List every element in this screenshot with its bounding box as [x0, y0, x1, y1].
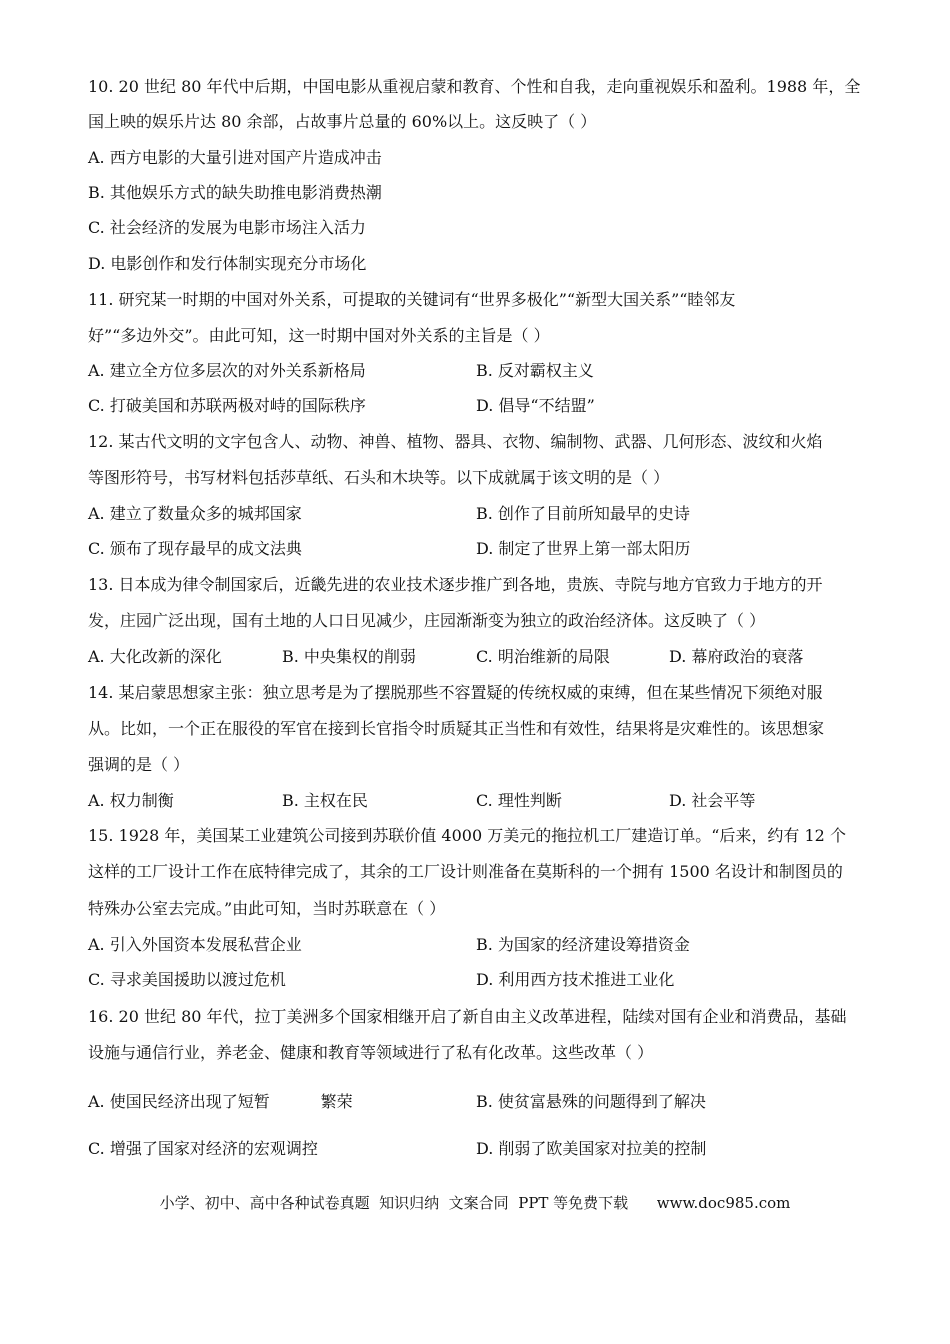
- option-b: B. 中央集权的削弱: [282, 647, 416, 666]
- option-b: B. 其他娱乐方式的缺失助推电影消费热潮: [88, 183, 382, 202]
- option-a: A. 引入外国资本发展私营企业: [88, 935, 302, 954]
- page-footer: 小学、初中、高中各种试卷真题 知识归纳 文案合同 PPT 等免费下载 www.doc985.com: [159, 1194, 791, 1212]
- option-a: A. 权力制衡: [88, 791, 174, 810]
- option-b: B. 创作了目前所知最早的史诗: [476, 504, 690, 523]
- question-stem: 12. 某古代文明的文字包含人、动物、神兽、植物、器具、衣物、编制物、武器、几何形态、波纹和火焰: [88, 432, 823, 451]
- option-a: A. 西方电影的大量引进对国产片造成冲击: [88, 148, 382, 167]
- question-stem: 设施与通信行业，养老金、健康和教育等领域进行了私有化改革。这些改革（ ）: [88, 1043, 654, 1062]
- option-b: B. 为国家的经济建设筹措资金: [476, 935, 690, 954]
- question-stem: 特殊办公室去完成。”由此可知，当时苏联意在（ ）: [88, 899, 446, 918]
- question-stem: 16. 20 世纪 80 年代，拉丁美洲多个国家相继开启了新自由主义改革进程，陆续对国有企业和消费品，基础: [88, 1007, 847, 1026]
- question-stem: 好”“多边外交”。由此可知，这一时期中国对外关系的主旨是（ ）: [88, 326, 550, 345]
- option-d: D. 电影创作和发行体制实现充分市场化: [88, 254, 367, 273]
- question-stem: 11. 研究某一时期的中国对外关系，可提取的关键词有“世界多极化”“新型大国关系”“睦邻友: [88, 290, 736, 309]
- question-stem: 15. 1928 年，美国某工业建筑公司接到苏联价值 4000 万美元的拖拉机工厂建造订单。“后来，约有 12 个: [88, 826, 846, 845]
- option-c: C. 打破美国和苏联两极对峙的国际秩序: [88, 396, 366, 415]
- question-stem: 14. 某启蒙思想家主张：独立思考是为了摆脱那些不容置疑的传统权威的束缚，但在某些情况下须绝对服: [88, 683, 823, 702]
- option-b: B. 使贫富悬殊的问题得到了解决: [476, 1092, 706, 1111]
- option-d: D. 社会平等: [669, 791, 756, 810]
- question-stem: 发，庄园广泛出现，国有土地的人口日见减少，庄园渐渐变为独立的政治经济体。这反映了（ ）: [88, 611, 766, 630]
- question-stem: 强调的是（ ）: [88, 755, 190, 774]
- question-stem: 从。比如，一个正在服役的军官在接到长官指令时质疑其正当性和有效性，结果将是灾难性的。该思想家: [88, 719, 825, 738]
- option-a: A. 使国民经济出现了短暂 繁荣: [88, 1092, 353, 1111]
- option-c: C. 增强了国家对经济的宏观调控: [88, 1139, 318, 1158]
- option-a: A. 建立了数量众多的城邦国家: [88, 504, 302, 523]
- option-c: C. 颁布了现存最早的成文法典: [88, 539, 302, 558]
- option-c: C. 理性判断: [476, 791, 562, 810]
- option-b: B. 反对霸权主义: [476, 361, 594, 380]
- question-stem: 国上映的娱乐片达 80 余部，占故事片总量的 60%以上。这反映了（ ）: [88, 112, 597, 131]
- option-d: D. 倡导“不结盟”: [476, 396, 595, 415]
- question-stem: 等图形符号，书写材料包括莎草纸、石头和木块等。以下成就属于该文明的是（ ）: [88, 468, 670, 487]
- option-a: A. 大化改新的深化: [88, 647, 222, 666]
- option-c: C. 寻求美国援助以渡过危机: [88, 970, 286, 989]
- option-c: C. 明治维新的局限: [476, 647, 610, 666]
- option-a: A. 建立全方位多层次的对外关系新格局: [88, 361, 366, 380]
- option-c: C. 社会经济的发展为电影市场注入活力: [88, 218, 366, 237]
- question-stem: 这样的工厂设计工作在底特律完成了，其余的工厂设计则准备在莫斯科的一个拥有 1500 名设计和制图员的: [88, 862, 843, 881]
- option-b: B. 主权在民: [282, 791, 368, 810]
- question-stem: 13. 日本成为律令制国家后，近畿先进的农业技术逐步推广到各地，贵族、寺院与地方官致力于地方的开: [88, 575, 823, 594]
- option-d: D. 幕府政治的衰落: [669, 647, 804, 666]
- option-d: D. 制定了世界上第一部太阳历: [476, 539, 691, 558]
- option-d: D. 削弱了欧美国家对拉美的控制: [476, 1139, 707, 1158]
- question-stem: 10. 20 世纪 80 年代中后期，中国电影从重视启蒙和教育、个性和自我，走向重视娱乐和盈利。1988 年，全: [88, 77, 861, 96]
- option-d: D. 利用西方技术推进工业化: [476, 970, 675, 989]
